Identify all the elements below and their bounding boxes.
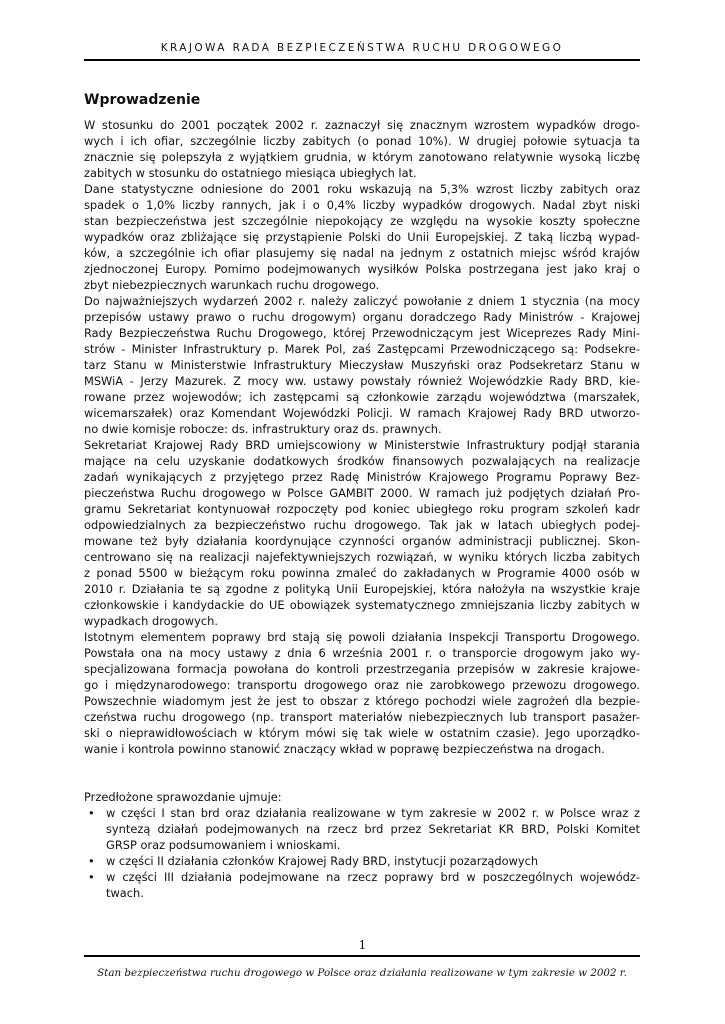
text-line: Sekretariat Krajowej Rady BRD umiejscowiony w Ministerstwie Infrastruktury podjął starania xyxy=(84,438,640,452)
text-line: stan bezpieczeństwa jest szczególnie niepokojący ze względu na wysokie koszty społeczne xyxy=(84,214,640,228)
text-line: z ponad 5500 w bieżącym roku powinna zmaleć do zakładanych w Programie 4000 osób w xyxy=(84,566,640,580)
text-line: syntezą działań podejmowanych na rzecz brd przez Sekretariat KR BRD, Polski Komitet xyxy=(106,822,640,836)
section-heading: Wprowadzenie xyxy=(84,92,201,108)
text-line: • w części I stan brd oraz działania realizowane w tym zakresie w 2002 r. w Polsce wraz z xyxy=(88,806,640,820)
text-line: strów - Minister Infrastruktury p. Marek Pol, zaś Zastępcami Przewodniczącego są: Podsekre- xyxy=(84,342,640,356)
list-item xyxy=(84,805,640,853)
text-line: specjalizowana formacja powołana do kontroli przestrzegania przepisów w zakresie krajowe- xyxy=(84,662,640,676)
text-line: odpowiedzialnych za bezpieczeństwo ruchu drogowego. Tak jak w latach ubiegłych podej- xyxy=(84,518,640,532)
text-line: zabitych w stosunku do ostatniego miesiąca ubiegłych lat. xyxy=(84,166,417,180)
paragraph xyxy=(84,293,640,437)
report-list xyxy=(84,805,640,901)
text-line: • w części II działania członków Krajowej Rady BRD, instytucji pozarządowych xyxy=(88,854,539,868)
spacer xyxy=(84,757,640,789)
text-line: znacznie się polepszyła z wyjątkiem grudnia, w którym zanotowano relatywnie wysoką liczbę xyxy=(84,150,640,164)
text-line: Dane statystyczne odniesione do 2001 roku wskazują na 5,3% wzrost liczby zabitych oraz xyxy=(84,182,640,196)
text-line: wicemarszałek) oraz Komendant Wojewódzki Policji. W ramach Krajowej Rady BRD utworzo- xyxy=(84,406,640,420)
text-line: wanie i kontrola powinno stanowić znaczący wkład w poprawę bezpieczeństwa na drogach. xyxy=(84,742,605,756)
list-item xyxy=(84,869,640,901)
text-line: tarz Stanu w Ministerstwie Infrastruktury Mieczysław Muszyński oraz Podsekretarz Stanu w xyxy=(84,358,640,372)
paragraph xyxy=(84,629,640,757)
text-line: • w części III działania podejmowane na rzecz poprawy brd w poszczególnych wojewódz- xyxy=(88,870,640,884)
text-line: spadek o 1,0% liczby rannych, jak i o 0,4% liczby wypadków drogowych. Nadal zbyt niski xyxy=(84,198,640,212)
text-line: centrowano się na realizacji najefektywniejszych rozwiązań, w wyniku których liczba zabitych xyxy=(84,550,640,564)
paragraph xyxy=(84,181,640,293)
header-divider xyxy=(84,59,640,61)
text-line: pieczeństwa Ruchu drogowego w Polsce GAMBIT 2000. W ramach już podjętych działań Pro- xyxy=(84,486,640,500)
text-line: mające na celu uzyskanie dodatkowych środków finansowych pozwalających na realizacje xyxy=(84,454,640,468)
text-line: czeństwa ruchu drogowego (np. transport materiałów niebezpiecznych lub transport pasażer- xyxy=(84,710,640,724)
report-intro: Przedłożone sprawozdanie ujmuje: xyxy=(84,790,282,804)
text-line: wych i ich ofiar, szczególnie liczby zabitych (o ponad 10%). W drugiej połowie sytuacja ta xyxy=(84,134,640,148)
bullet-icon: • xyxy=(88,806,95,820)
text-line: twach. xyxy=(106,886,144,900)
text-line: no dwie komisje robocze: ds. infrastruktury oraz ds. prawnych. xyxy=(84,422,442,436)
text-line: rowane przez wojewodów; ich zastępcami są członkowie zarządu województwa (marszałek, xyxy=(84,390,640,404)
text-line: 2010 r. Działania te są zgodne z polityką Unii Europejskiej, która nałożyła na wszystkie kraje xyxy=(84,582,640,596)
text-line: wypadkach drogowych. xyxy=(84,614,218,628)
text-line: członkowskie i kandydackie do UE obowiązek systematycznego zmniejszania liczby zabitych w xyxy=(84,598,640,612)
paragraph xyxy=(84,117,640,181)
text-line: przepisów ustawy prawo o ruchu drogowym) organu doradczego Rady Ministrów - Krajowej xyxy=(84,310,640,324)
bullet-icon: • xyxy=(88,854,95,868)
text-line: Do najważniejszych wydarzeń 2002 r. należy zaliczyć powołanie z dniem 1 stycznia (na mocy xyxy=(84,294,640,308)
text-line: Rady Bezpieczeństwa Ruchu Drogowego, której Przewodniczącym jest Wiceprezes Rady Mini- xyxy=(84,326,640,340)
text-line: MSWiA - Jerzy Mazurek. Z mocy ww. ustawy powstały również Wojewódzkie Rady BRD, kie- xyxy=(84,374,640,388)
page-number: 1 xyxy=(358,938,367,952)
text-line: zbyt niebezpiecznych warunkach ruchu drogowego. xyxy=(84,278,380,292)
footer-divider xyxy=(84,955,640,957)
text-line: W stosunku do 2001 początek 2002 r. zaznaczył się znacznym wzrostem wypadków drogo- xyxy=(84,118,640,132)
text-line: wypadków oraz zbliżające się przystąpienie Polski do Unii Europejskiej. Z taką liczbą wypad- xyxy=(84,230,640,244)
text-line: go i międzynarodowego: transportu drogowego oraz nie zarobkowego przewozu drogowego. xyxy=(84,678,640,692)
bullet-icon: • xyxy=(88,870,95,884)
text-line: Powszechnie wiadomym jest że jest to obszar z którego pochodzi wiele zagrożeń dla bezpie- xyxy=(84,694,640,708)
text-line: GRSP oraz podsumowaniem i wnioskami. xyxy=(106,838,341,852)
document-body xyxy=(84,117,640,901)
report-contents xyxy=(84,789,640,901)
footer-caption: Stan bezpieczeństwa ruchu drogowego w Polsce oraz działania realizowane w tym zakresie w 2002 r. xyxy=(97,967,627,979)
list-item xyxy=(84,853,640,869)
text-line: ski o nieprawidłowościach w którym mówi się tak wiele w ostatnim czasie). Jego uporządko- xyxy=(84,726,640,740)
text-line: Istotnym elementem poprawy brd stają się powoli działania Inspekcji Transportu Drogowego. xyxy=(84,630,640,644)
text-line: zadań wynikających z przyjętego przez Radę Ministrów Krajowego Programu Poprawy Bez- xyxy=(84,470,640,484)
text-line: gramu Sekretariat kontynuował rozpoczęty pod koniec ubiegłego roku program szkoleń kadr xyxy=(84,502,640,516)
text-line: zjednoczonej Europy. Pomimo podejmowanych wysiłków Polska postrzegana jest jako kraj o xyxy=(84,262,640,276)
text-line: mowane też były działania koordynujące czynności organów administracji publicznej. Skon- xyxy=(84,534,640,548)
text-line: ków, a szczególnie ich ofiar plasujemy się nadal na jednym z ostatnich miejsc wśród krajów xyxy=(84,246,640,260)
header-title: KRAJOWA RADA BEZPIECZEŃSTWA RUCHU DROGOWEGO xyxy=(160,42,564,54)
paragraph xyxy=(84,437,640,629)
text-line: Powstała ona na mocy ustawy z dnia 6 września 2001 r. o transporcie drogowym jako wy- xyxy=(84,646,640,660)
